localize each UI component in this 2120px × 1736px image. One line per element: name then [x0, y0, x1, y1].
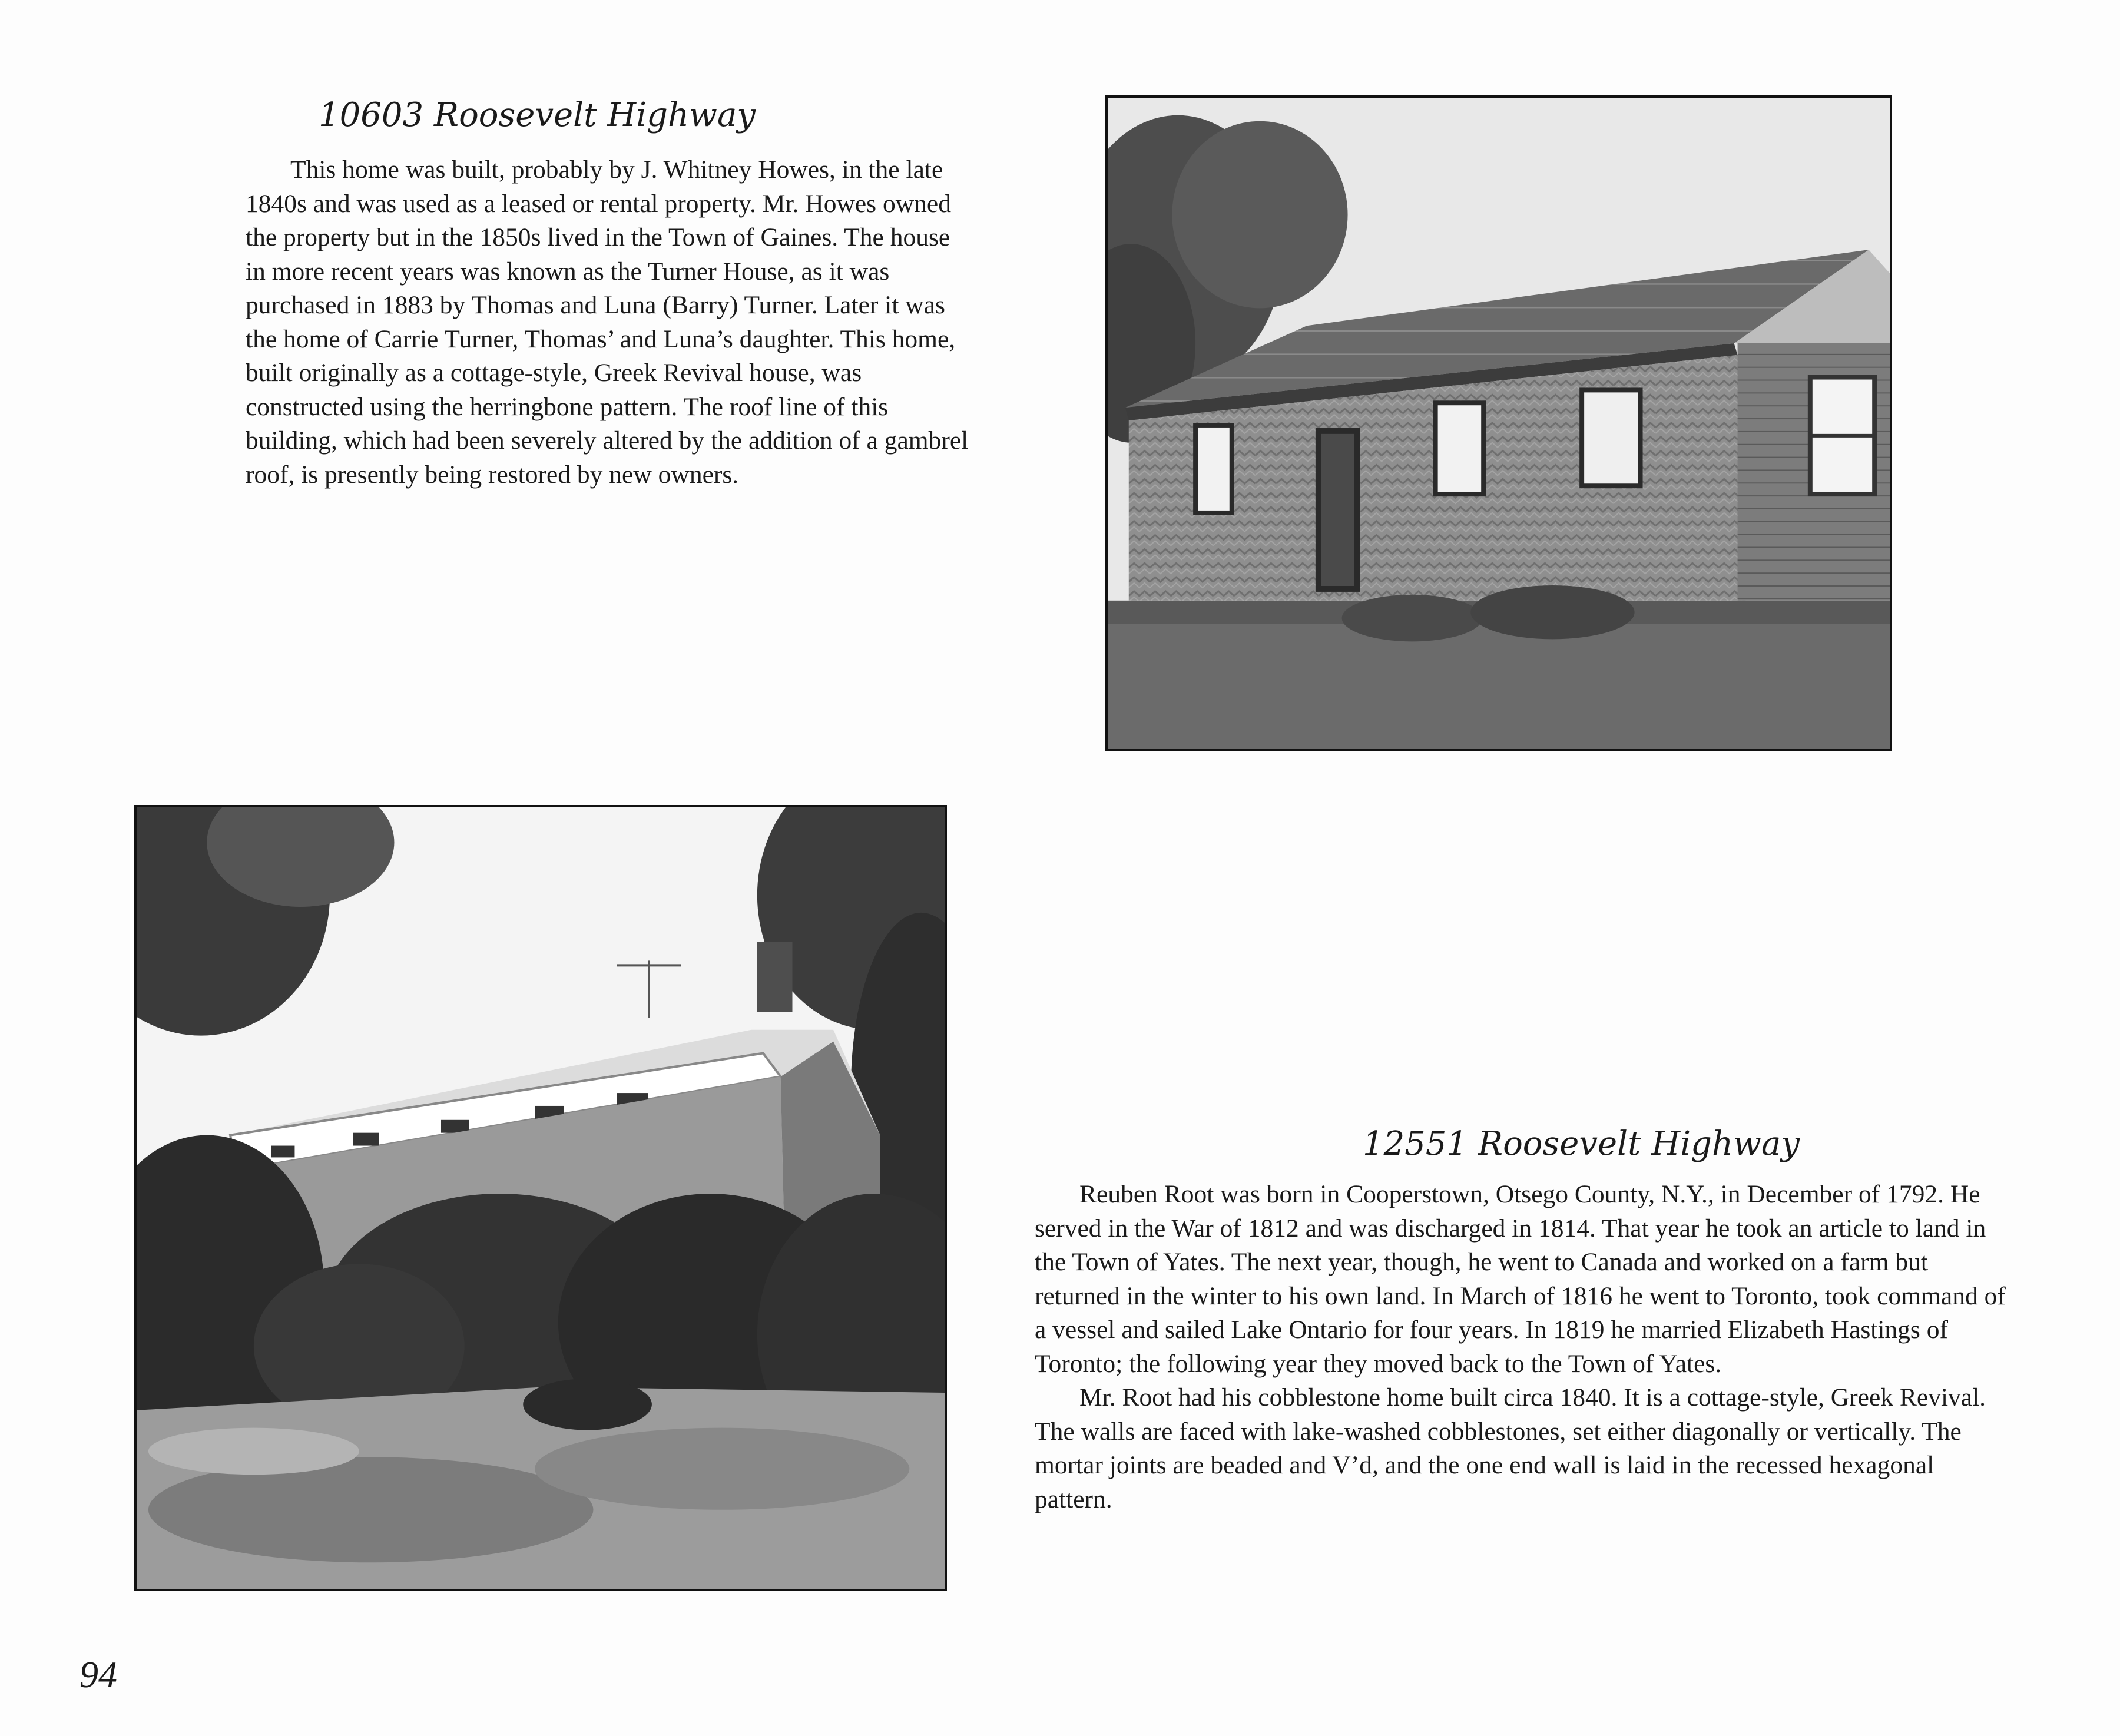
entry-1-text	[246, 153, 976, 492]
page-number: 94	[80, 1654, 117, 1695]
photo-house-10603	[1105, 95, 1892, 751]
photo-house-12551	[134, 805, 947, 1591]
entry-1-heading: 10603 Roosevelt Highway	[318, 96, 756, 134]
entry-2-paragraph-1: Reuben Root was born in Cooperstown, Otsego County, N.Y., in December of 1792. He served in the War of 1812 and was discharged in 1814. That year he took an article to land in the Town of Yates. The next year, though, he went to Canada and worked on a farm but returned in the winter to his own land. In March of 1816 he went to Toronto, took command of a vessel and sailed Lake Ontario for four years. In 1819 he married Elizabeth Hastings of Toronto; the following year they moved back to the Town of Yates.	[1035, 1180, 2006, 1378]
entry-2-text	[1035, 1178, 2012, 1516]
entry-2-paragraph-2: Mr. Root had his cobblestone home built circa 1840. It is a cottage-style, Greek Revival. The walls are faced with lake-washed cobblestones, set either diagonally or vertically. The mortar joints are beaded and V’d, and the one end wall is laid in the recessed hexagonal pattern.	[1035, 1383, 1986, 1513]
house-12551-illustration	[137, 807, 945, 1589]
entry-2-heading: 12551 Roosevelt Highway	[1362, 1125, 1800, 1163]
house-10603-illustration	[1108, 98, 1890, 749]
entry-1-paragraph-1: This home was built, probably by J. Whitney Howes, in the late 1840s and was used as a leased or rental property. Mr. Howes owned the property but in the 1850s lived in the Town of Gaines. The house in more recent years was known as the Turner House, as it was purchased in 1883 by Thomas and Luna (Barry) Turner. Later it was the home of Carrie Turner, Thomas’ and Luna’s daughter. This home, built originally as a cottage-style, Greek Revival house, was constructed using the herringbone pattern. The roof line of this building, which had been severely altered by the addition of a gambrel roof, is presently being restored by new owners.	[246, 155, 969, 489]
